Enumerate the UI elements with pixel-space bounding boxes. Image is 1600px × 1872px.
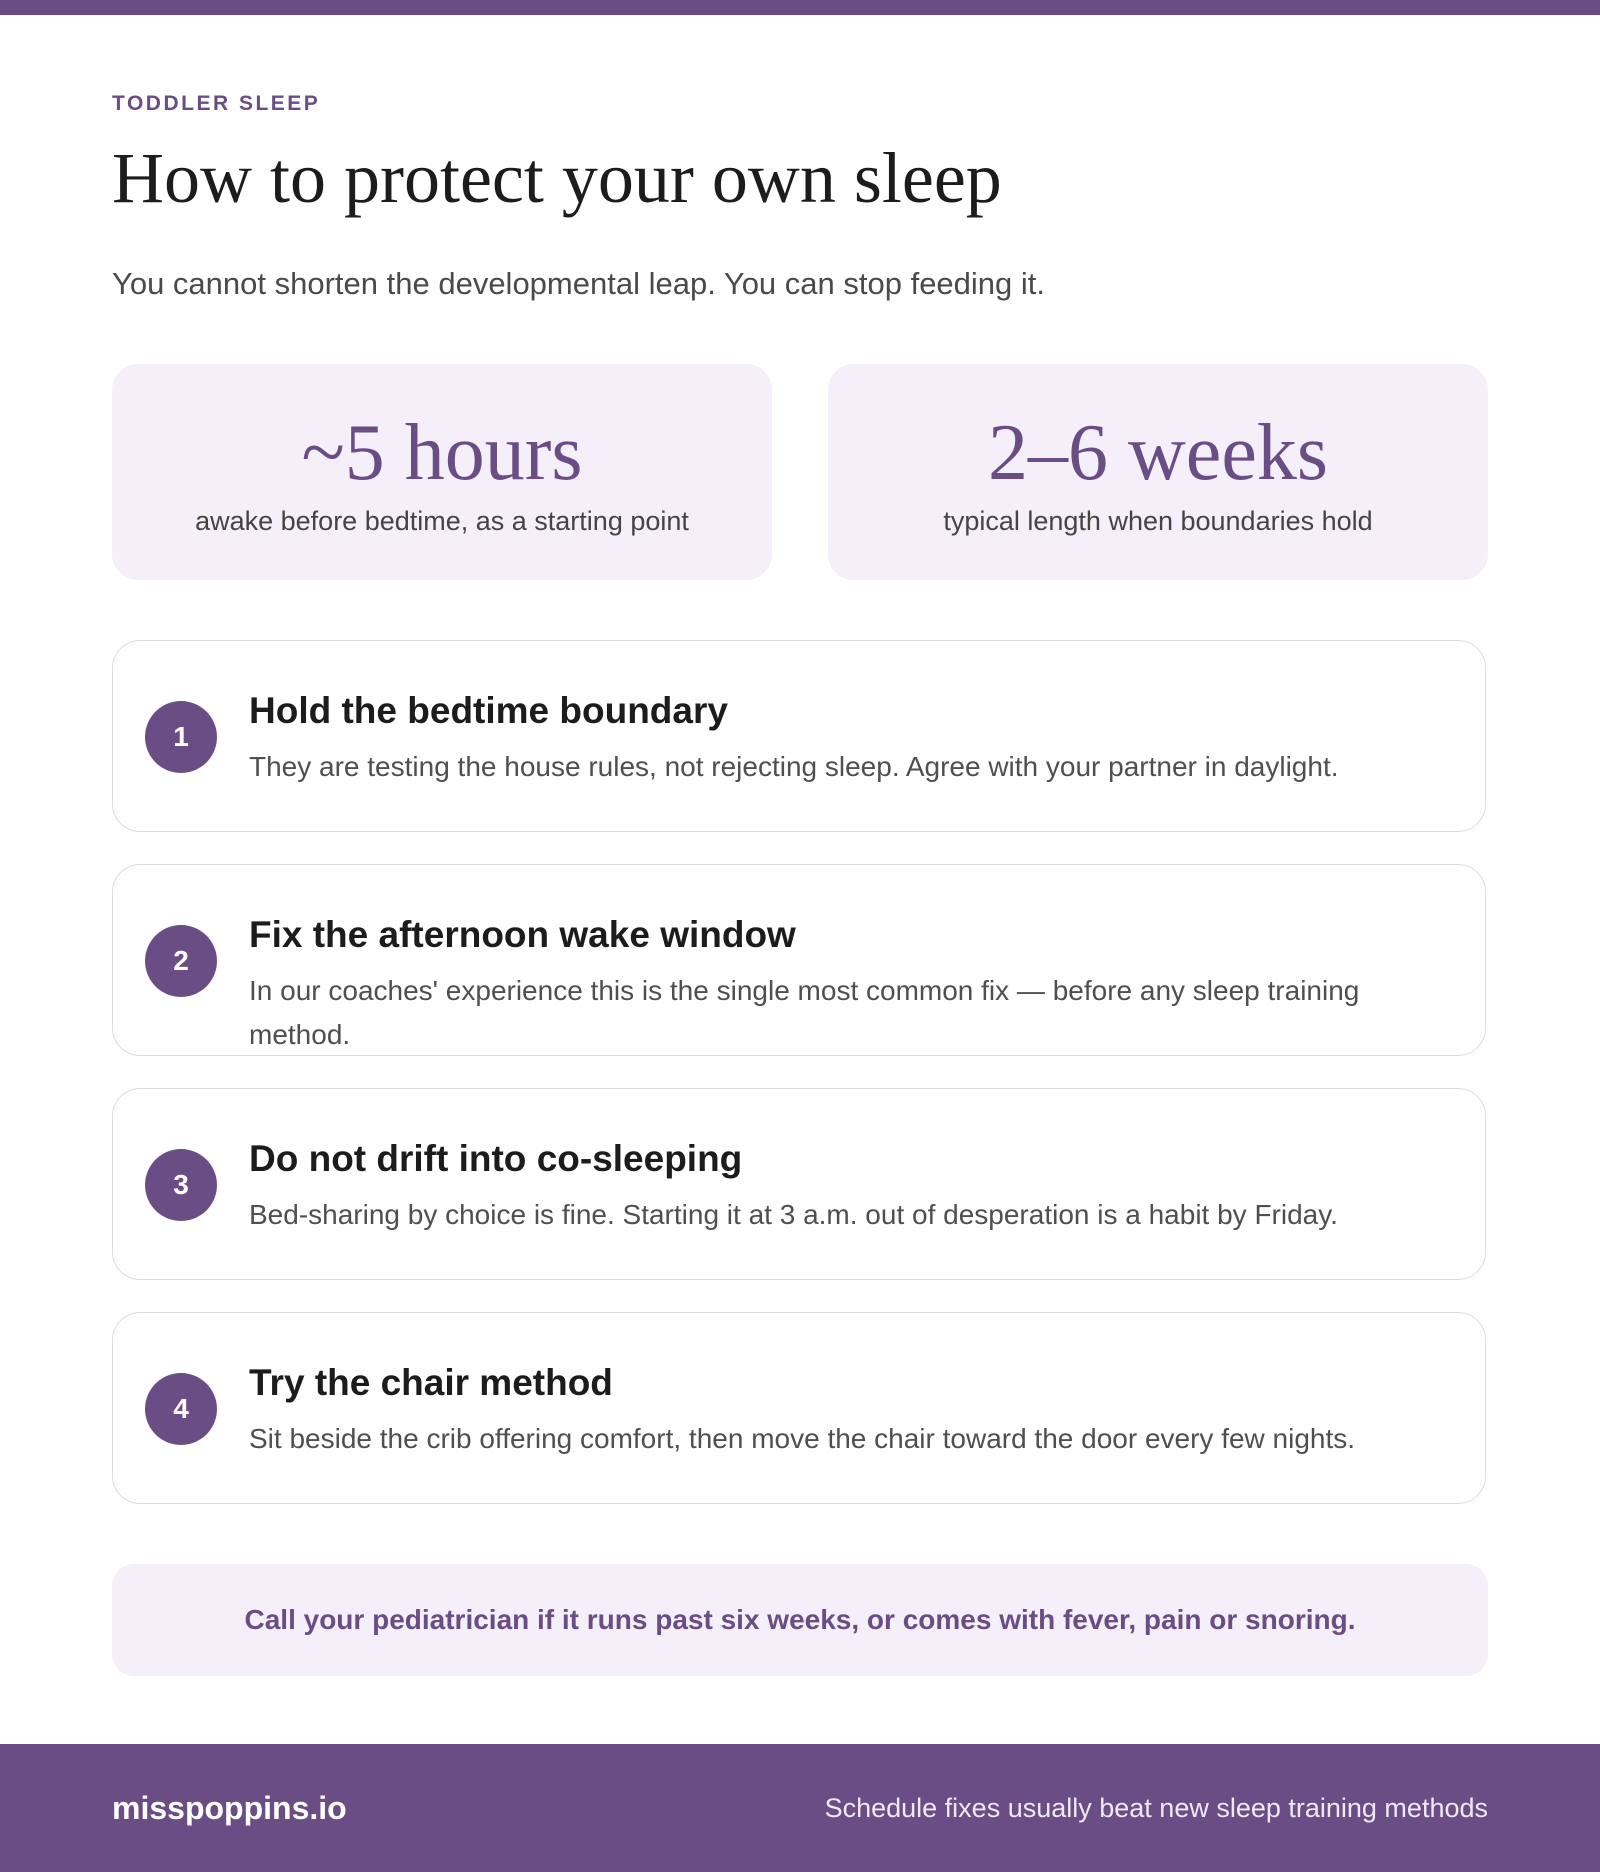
stat-card-duration [828,364,1488,580]
step-card-1 [112,640,1486,832]
stat-value: 2–6 weeks [988,409,1328,497]
step-description: They are testing the house rules, not rejecting sleep. Agree with your partner in daylight. [249,751,1339,782]
footer-brand[interactable]: misspoppins.io [112,1790,347,1826]
step-description: In our coaches' experience this is the single most common fix — before any sleep training method. [249,975,1360,1050]
step-title: Do not drift into co-sleeping [249,1138,743,1179]
step-card-4 [112,1312,1486,1504]
step-title: Fix the afternoon wake window [249,914,796,955]
step-card-3 [112,1088,1486,1280]
page-title: How to protect your own sleep [112,138,1002,218]
step-description: Sit beside the crib offering comfort, then move the chair toward the door every few nights. [249,1423,1356,1454]
footer [0,1744,1600,1872]
top-accent-bar [0,0,1600,15]
footer-tagline: Schedule fixes usually beat new sleep training methods [824,1793,1488,1823]
pediatrician-callout [112,1564,1488,1676]
step-number-badge: 4 [145,1373,217,1445]
category-eyebrow: TODDLER SLEEP [112,92,321,115]
stat-card-awake-time [112,364,772,580]
stat-value: ~5 hours [301,409,583,497]
step-card-2 [112,864,1486,1056]
step-description: Bed-sharing by choice is fine. Starting it at 3 a.m. out of desperation is a habit by Friday. [249,1199,1338,1230]
stat-caption: awake before bedtime, as a starting point [195,506,689,536]
step-number-badge: 3 [145,1149,217,1221]
stat-caption: typical length when boundaries hold [943,506,1373,536]
step-title: Hold the bedtime boundary [249,690,728,731]
callout-text: Call your pediatrician if it runs past six weeks, or comes with fever, pain or snoring. [244,1604,1356,1635]
step-number-badge: 1 [145,701,217,773]
page-subtitle: You cannot shorten the developmental leap. You can stop feeding it. [112,266,1046,301]
step-number-badge: 2 [145,925,217,997]
step-title: Try the chair method [249,1362,613,1403]
